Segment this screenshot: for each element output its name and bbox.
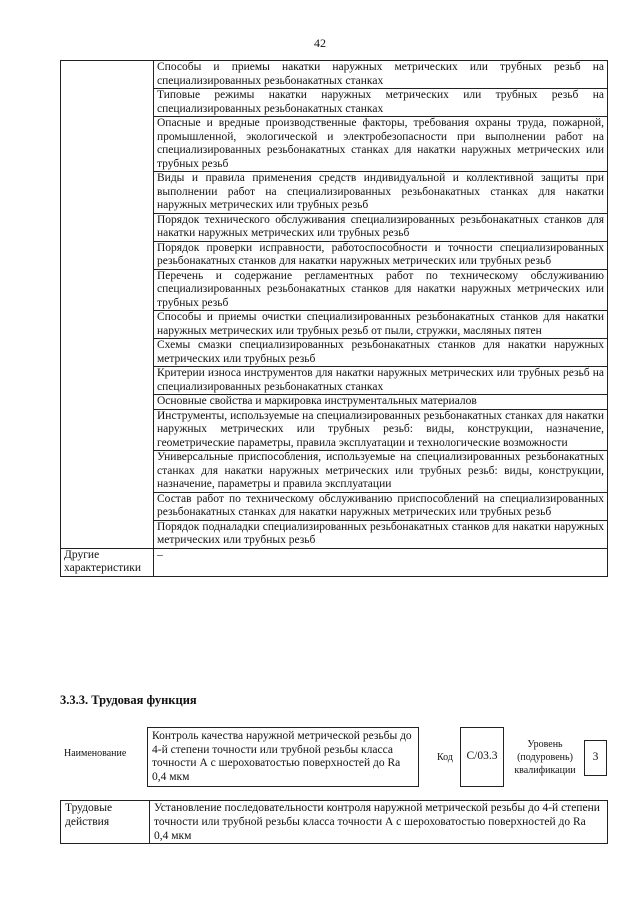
knowledge-item: Порядок технического обслуживания специализированных резьбонакатных станков для накатки наружных метрических или трубных резьб xyxy=(154,213,608,241)
knowledge-item: Критерии износа инструментов для накатки наружных метрических или трубных резьб на специализированных резьбонакатных станках xyxy=(154,367,608,395)
level-value: 3 xyxy=(592,751,599,764)
labor-actions-table xyxy=(60,800,608,844)
labor-actions-value: Установление последовательности контроля наружной метрической резьбы до 4-й степени точности или трубной резьбы класса точности А с шероховатостью поверхностей до Ra 0,4 мкм xyxy=(150,801,608,844)
function-name-box: Контроль качества наружной метрической резьбы до 4-й степени точности или трубной резьбы класса точности А с шероховатостью поверхностей до Ra 0,4 мкм xyxy=(147,727,419,787)
code-box xyxy=(460,727,504,787)
other-characteristics-value: – xyxy=(154,548,608,576)
knowledge-item: Порядок подналадки специализированных резьбонакатных станков для накатки наружных метрических или трубных резьб xyxy=(154,520,608,548)
knowledge-item: Опасные и вредные производственные факторы, требования охраны труда, пожарной, промышленной, экологической и электробезопасности при выполнении работ на специализированных резьбонакатных станках для накатки наружных метрических или трубных резьб xyxy=(154,117,608,172)
labor-actions-label: Трудовые действия xyxy=(61,801,150,844)
knowledge-table xyxy=(60,60,608,577)
knowledge-item: Способы и приемы накатки наружных метрических или трубных резьб на специализированных резьбонакатных станках xyxy=(154,61,608,89)
knowledge-item: Виды и правила применения средств индивидуальной и коллективной защиты при выполнении работ на специализированных резьбонакатных станках для накатки наружных метрических или трубных резьб xyxy=(154,172,608,214)
knowledge-item: Порядок проверки исправности, работоспособности и точности специализированных резьбонакатных станков для накатки наружных метрических или трубных резьб xyxy=(154,241,608,269)
section-title: 3.3.3. Трудовая функция xyxy=(60,693,197,707)
labor-actions-row xyxy=(61,801,608,844)
knowledge-row xyxy=(61,61,608,89)
knowledge-item: Инструменты, используемые на специализированных резьбонакатных станках для накатки наружных метрических или трубных резьб: виды, конструкции, назначение, геометрические параметры, правила эксплуатации и технологические возможности xyxy=(154,409,608,451)
knowledge-item: Перечень и содержание регламентных работ по техническому обслуживанию специализированных резьбонакатных станков для накатки наружных метрических или трубных резьб xyxy=(154,269,608,311)
page-number: 42 xyxy=(314,36,326,50)
knowledge-item: Способы и приемы очистки специализированных резьбонакатных станков для накатки наружных метрических или трубных резьб от пыли, стружки, масляных пятен xyxy=(154,311,608,339)
knowledge-item: Схемы смазки специализированных резьбонакатных станков для накатки наружных метрических или трубных резьб xyxy=(154,339,608,367)
other-characteristics-row xyxy=(61,548,608,576)
knowledge-item: Типовые режимы накатки наружных метрических или трубных резьб на специализированных резьбонакатных станках xyxy=(154,89,608,117)
other-characteristics-label: Другие характеристики xyxy=(61,548,154,576)
knowledge-item: Универсальные приспособления, используемые на специализированных резьбонакатных станках для накатки наружных метрических или трубных резьб: виды, конструкции, назначение, параметры и правила эксплуатации xyxy=(154,451,608,493)
code-value: С/03.3 xyxy=(466,750,498,763)
knowledge-item: Основные свойства и маркировка инструментальных материалов xyxy=(154,395,608,410)
level-label: Уровень (подуровень) квалификации xyxy=(514,739,576,776)
level-box xyxy=(584,740,607,776)
knowledge-item: Состав работ по техническому обслуживанию приспособлений на специализированных резьбонакатных станках для накатки наружных метрических или трубных резьб xyxy=(154,492,608,520)
row-label-empty xyxy=(61,61,154,549)
name-label: Наименование xyxy=(64,748,127,759)
code-label: Код xyxy=(437,752,453,763)
